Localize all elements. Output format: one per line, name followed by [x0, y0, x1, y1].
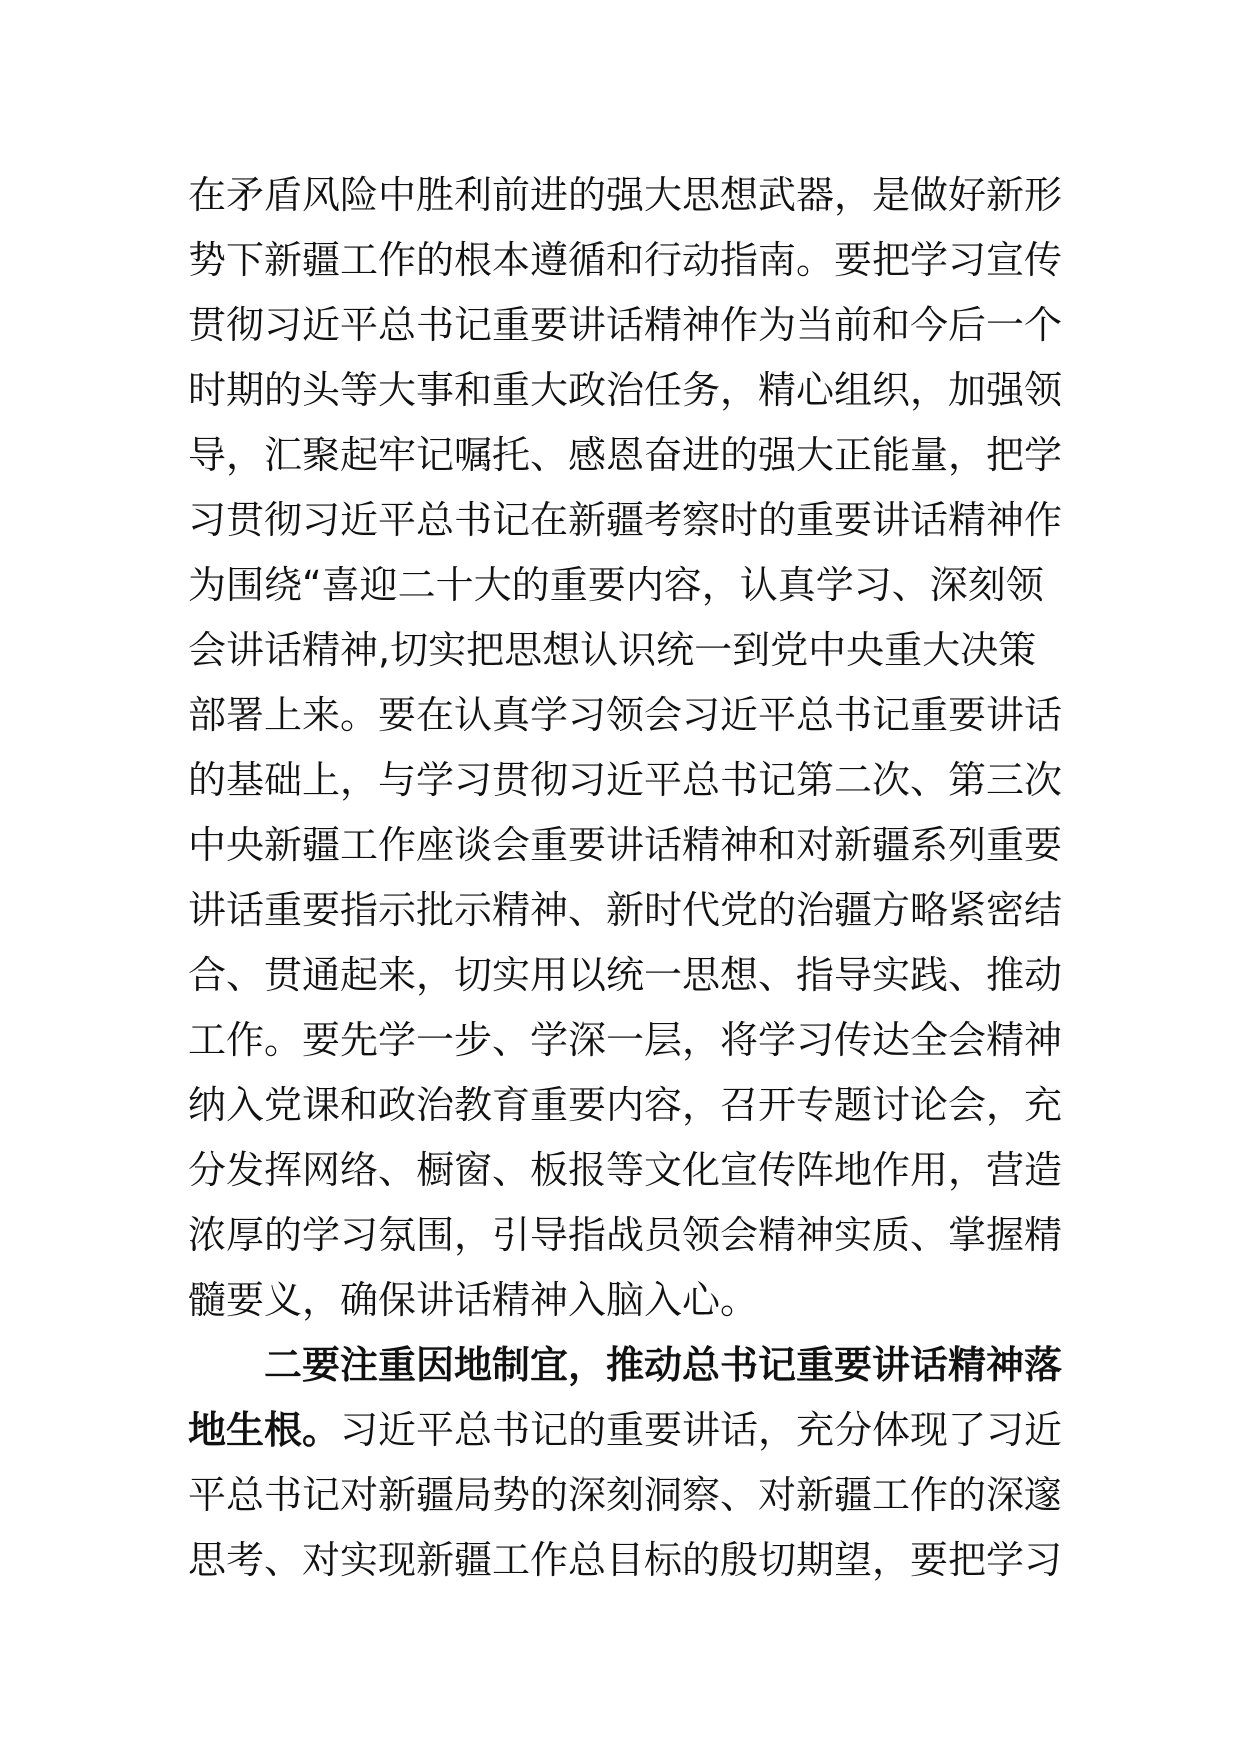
- text-line: 讲话重要指示批示精神、新时代党的治疆方略紧密结: [188, 888, 1063, 932]
- text-line: 会讲话精神,切实把思想认识统一到党中央重大决策: [188, 628, 1037, 672]
- text-line: 导，汇聚起牢记嘱托、感恩奋进的强大正能量，把学: [188, 433, 1063, 477]
- text-line: 为围绕“喜迎二十大的重要内容，认真学习、深刻领: [188, 563, 1044, 607]
- text-line: 的基础上，与学习贯彻习近平总书记第二次、第三次: [188, 758, 1063, 802]
- body-text: [188, 163, 1068, 1593]
- text-segment: 习近平总书记的重要讲话，充分体现了习近: [340, 1408, 1063, 1452]
- text-line: 习贯彻习近平总书记在新疆考察时的重要讲话精神作: [188, 498, 1063, 542]
- text-line: 贯彻习近平总书记重要讲话精神作为当前和今后一个: [188, 303, 1063, 347]
- text-line: 势下新疆工作的根本遵循和行动指南。要把学习宣传: [188, 238, 1063, 282]
- text-line: 纳入党课和政治教育重要内容，召开专题讨论会，充: [188, 1083, 1063, 1127]
- text-line: 思考、对实现新疆工作总目标的殷切期望，要把学习: [188, 1538, 1063, 1582]
- text-line: 髓要义，确保讲话精神入脑入心。: [188, 1278, 759, 1322]
- section-heading-end: 地生根。: [188, 1408, 341, 1452]
- text-line: 平总书记对新疆局势的深刻洞察、对新疆工作的深邃: [188, 1473, 1063, 1517]
- text-line: 合、贯通起来，切实用以统一思想、指导实践、推动: [188, 953, 1063, 997]
- section-heading: 二要注重因地制宜，推动总书记重要讲话精神落: [264, 1343, 1063, 1387]
- text-line: 分发挥网络、橱窗、板报等文化宣传阵地作用，营造: [188, 1148, 1063, 1192]
- text-line: 中央新疆工作座谈会重要讲话精神和对新疆系列重要: [188, 823, 1063, 867]
- text-line: [188, 1398, 1068, 1463]
- text-line: 部署上来。要在认真学习领会习近平总书记重要讲话: [188, 693, 1063, 737]
- text-line: 时期的头等大事和重大政治任务，精心组织，加强领: [188, 368, 1063, 412]
- text-line: 在矛盾风险中胜利前进的强大思想武器，是做好新形: [188, 173, 1063, 217]
- text-line: 浓厚的学习氛围，引导指战员领会精神实质、掌握精: [188, 1213, 1063, 1257]
- text-line: 工作。要先学一步、学深一层，将学习传达全会精神: [188, 1018, 1063, 1062]
